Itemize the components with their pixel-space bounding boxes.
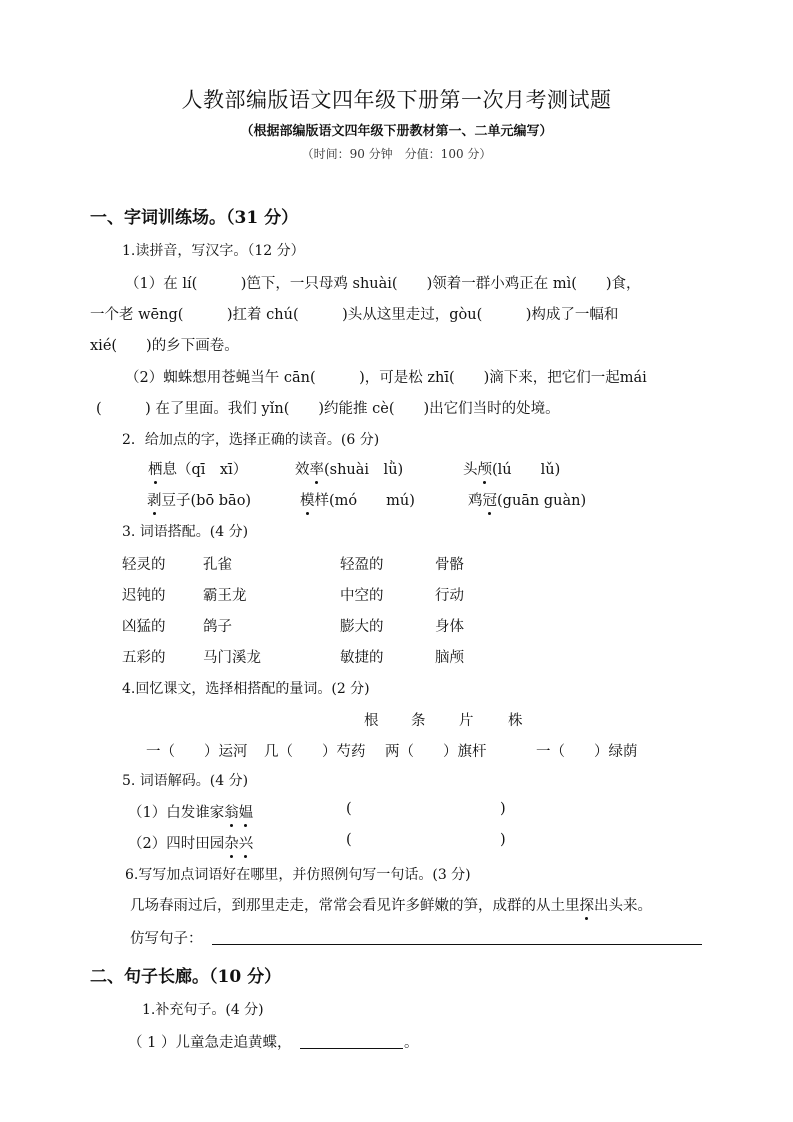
q5-item (128, 832, 253, 853)
q5-answer-open: ( (346, 832, 352, 848)
q5-answer-open: ( (346, 801, 352, 817)
section-1-heading: 一、字词训练场。（31 分） (90, 208, 299, 228)
match-left-adj: 五彩的 (122, 650, 166, 666)
match-right-noun: 身体 (435, 619, 464, 635)
match-right-adj: 膨大的 (340, 619, 384, 635)
measure-word-option: 根 (364, 713, 379, 729)
match-right-noun: 行动 (435, 588, 464, 604)
q6-text: 几场春雨过后，到那里走走，常常会看见许多鲜嫩的笋，成群的从土里 (130, 898, 580, 914)
exam-meta: （时间：90 分钟 分值：100 分） (301, 147, 492, 161)
pinyin-choices: (bō bāo) (190, 493, 252, 509)
measure-word-option: 片 (459, 713, 474, 729)
q4-item: 一（ ）运河 (146, 744, 248, 760)
q5-text: （2）四时田园 (128, 836, 225, 852)
dotted-char: 探 (580, 894, 595, 915)
match-right-adj: 中空的 (340, 588, 384, 604)
measure-word-option: 株 (508, 713, 523, 729)
dotted-char: 栖 (148, 458, 163, 479)
q4-item: 几（ ）芍药 (264, 744, 366, 760)
pinyin-choices: (shuài lǜ) (324, 462, 404, 478)
match-left-noun: 马门溪龙 (203, 650, 261, 666)
q2-item (148, 458, 247, 479)
q2-item (147, 489, 251, 510)
q5-answer-field-1[interactable] (356, 798, 496, 820)
dotted-char: 翁 (224, 801, 239, 822)
match-left-adj: 凶猛的 (122, 619, 166, 635)
s2-q1-item1: （ 1 ）儿童急走追黄蝶， (128, 1035, 292, 1051)
match-left-noun: 孔雀 (203, 557, 232, 573)
match-right-noun: 骨骼 (435, 557, 464, 573)
q6-text: 出头来。 (594, 898, 652, 914)
q6-answer-line[interactable] (212, 926, 702, 945)
match-left-noun: 鸽子 (203, 619, 232, 635)
match-left-adj: 迟钝的 (122, 588, 166, 604)
dotted-char: 剥 (147, 489, 162, 510)
q4-item: 两（ ）旗杆 (385, 744, 487, 760)
q6-label: 6.写写加点词语好在哪里，并仿照例句写一句话。(3 分) (125, 867, 471, 883)
section-2-heading: 二、句子长廊。（10 分） (90, 967, 282, 987)
q1-p2-line2: ( ) 在了里面。我们 yǐn( )约能推 cè( )出它们当时的处境。 (96, 401, 560, 417)
q4-item: 一（ ）绿荫 (536, 744, 638, 760)
q1-p1-line3: xié( )的乡下画卷。 (90, 338, 239, 354)
match-right-adj: 敏捷的 (340, 650, 384, 666)
match-left-noun: 霸王龙 (203, 588, 247, 604)
page-subtitle: （根据部编版语文四年级下册教材第一、二单元编写） (240, 124, 553, 139)
match-left-adj: 轻灵的 (122, 557, 166, 573)
q2-item (468, 489, 586, 510)
dotted-char: 兴 (239, 832, 254, 853)
s2-q1-label: 1.补充句子。(4 分) (142, 1002, 264, 1018)
q1-p1-line2: 一个老 wēng( )扛着 chú( )头从这里走过，gòu( )构成了一幅和 (90, 307, 619, 323)
q2-item (295, 458, 403, 479)
pinyin-choices: （qī xī） (177, 462, 248, 478)
q5-label: 5. 词语解码。(4 分) (122, 773, 249, 789)
q2-text: 鸡 (468, 493, 483, 509)
match-right-noun: 脑颅 (435, 650, 464, 666)
q2-text: 效 (295, 462, 310, 478)
q5-answer-close: ) (500, 832, 506, 848)
pinyin-choices: (guān guàn) (497, 493, 587, 509)
pinyin-choices: (mó mú) (329, 493, 415, 509)
dotted-char: 颅 (478, 458, 493, 479)
match-right-adj: 轻盈的 (340, 557, 384, 573)
dotted-char: 冠 (483, 489, 498, 510)
q2-text: 豆子 (161, 493, 191, 509)
q6-answer-label: 仿写句子： (130, 931, 203, 947)
q1-p1-line1: （1）在 lí( )笆下，一只母鸡 shuài( )领着一群小鸡正在 mì( )食， (125, 276, 641, 292)
dotted-char: 杂 (224, 832, 239, 853)
dotted-char: 媪 (239, 801, 254, 822)
q2-text: 样 (314, 493, 329, 509)
q2-text: 息 (162, 462, 177, 478)
page-title: 人教部编版语文四年级下册第一次月考测试题 (181, 88, 612, 112)
q2-label: 2．给加点的字，选择正确的读音。(6 分) (122, 432, 380, 448)
q4-label: 4.回忆课文，选择相搭配的量词。(2 分) (122, 681, 370, 697)
q2-text: 头 (463, 462, 478, 478)
q5-answer-close: ) (500, 801, 506, 817)
dotted-char: 率 (310, 458, 325, 479)
q3-label: 3. 词语搭配。(4 分) (122, 524, 249, 540)
q6-example-sentence (130, 894, 652, 915)
q5-item (128, 801, 253, 822)
measure-word-option: 条 (411, 713, 426, 729)
s2-q1-item1-answer-line[interactable] (300, 1030, 403, 1049)
q2-item (300, 489, 415, 510)
dotted-char: 模 (300, 489, 315, 510)
s2-q1-item1-period: 。 (404, 1035, 419, 1051)
q2-item (463, 458, 560, 479)
q5-text: （1）白发谁家 (128, 805, 225, 821)
pinyin-choices: (lú lǔ) (492, 462, 561, 478)
q1-p2-line1: （2）蜘蛛想用苍蝇当午 cān( )，可是松 zhī( )滴下来，把它们一起mái (125, 370, 647, 386)
q5-answer-field-2[interactable] (356, 829, 496, 851)
q1-label: 1.读拼音，写汉字。（12 分） (122, 243, 305, 259)
